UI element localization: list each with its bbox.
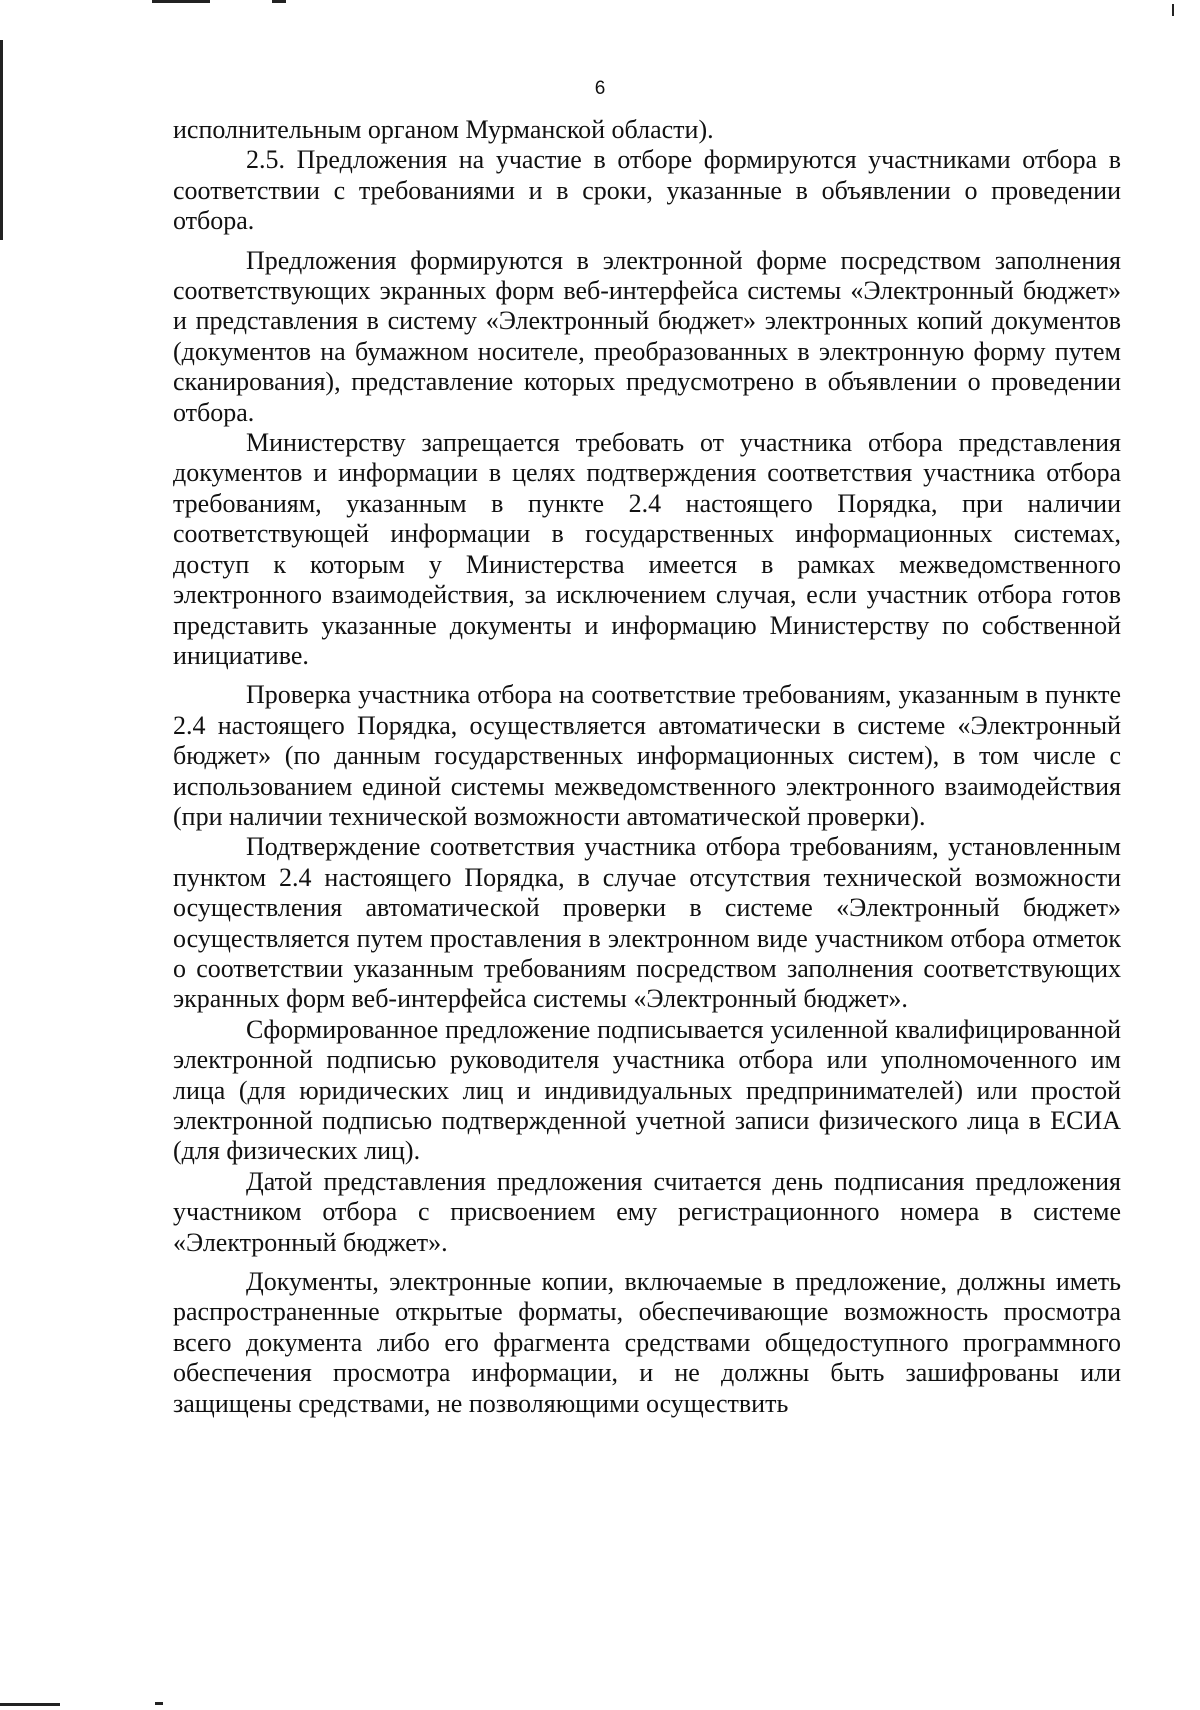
paragraph-signature: Сформированное предложение подписывается усиленной квалифицированной электронной подписью руководителя участника отбора или уполномоченного им лица (для юридических лиц и индивидуальных предпринимателей) или простой электронной подписью подтвержденной учетной записи физического лица в ЕСИА (для физических лиц).	[173, 1014, 1121, 1166]
paragraph-automatic-check: Проверка участника отбора на соответствие требованиям, указанным в пункте 2.4 настоящего Порядка, осуществляется автоматически в системе «Электронный бюджет» (по данным государственных информационных систем), в том числе с использованием единой системы межведомственного электронного взаимодействия (при наличии технической возможности автоматической проверки).	[173, 680, 1121, 831]
paragraph-2-5: 2.5. Предложения на участие в отборе формируются участниками отбора в соответствии с требованиями и в сроки, указанные в объявлении о проведении отбора.	[173, 145, 1121, 236]
paragraph-continuation: исполнительным органом Мурманской области).	[173, 115, 714, 144]
paragraph-document-formats: Документы, электронные копии, включаемые в предложение, должны иметь распространенные открытые форматы, обеспечивающие возможность просмотра всего документа либо его фрагмента средствами общедоступного программного обеспечения просмотра информации, и не должны быть зашифрованы или защищены средствами, не позволяющими осуществить	[173, 1267, 1121, 1418]
paragraph-ministry-prohibition: Министерству запрещается требовать от участника отбора представления документов и информации в целях подтверждения соответствия участника отбора требованиям, указанным в пункте 2.4 настоящего Порядка, при наличии соответствующей информации в государственных информационных системах, доступ к которым у Министерства имеется в рамках межведомственного электронного взаимодействия, за исключением случая, если участник отбора готов представить указанные документы и информацию Министерству по собственной инициативе.	[173, 428, 1121, 670]
scan-artifact-left-edge	[0, 40, 3, 240]
scan-artifact-bottom-mid	[155, 1702, 163, 1705]
scan-artifact-top-mid	[272, 0, 286, 3]
page-number: 6	[594, 78, 606, 99]
paragraph-confirmation: Подтверждение соответствия участника отбора требованиям, установленным пунктом 2.4 настоящего Порядка, в случае отсутствия технической возможности осуществления автоматической проверки в системе «Электронный бюджет» осуществляется путем проставления в электронном виде участником отбора отметок о соответствии указанным требованиям посредством заполнения соответствующих экранных форм веб-интерфейса системы «Электронный бюджет».	[173, 832, 1121, 1014]
scan-artifact-top-right	[1172, 4, 1174, 16]
document-body	[173, 115, 1121, 1419]
paragraph-submission-date: Датой представления предложения считается день подписания предложения участником отбора с присвоением ему регистрационного номера в системе «Электронный бюджет».	[173, 1166, 1121, 1257]
scan-artifact-top-left	[152, 0, 210, 3]
scan-artifact-bottom-left	[0, 1703, 60, 1706]
paragraph-proposals-electronic-form: Предложения формируются в электронной форме посредством заполнения соответствующих экранных форм веб-интерфейса системы «Электронный бюджет» и представления в систему «Электронный бюджет» электронных копий документов (документов на бумажном носителе, преобразованных в электронную форму путем сканирования), представление которых предусмотрено в объявлении о проведении отбора.	[173, 245, 1121, 427]
